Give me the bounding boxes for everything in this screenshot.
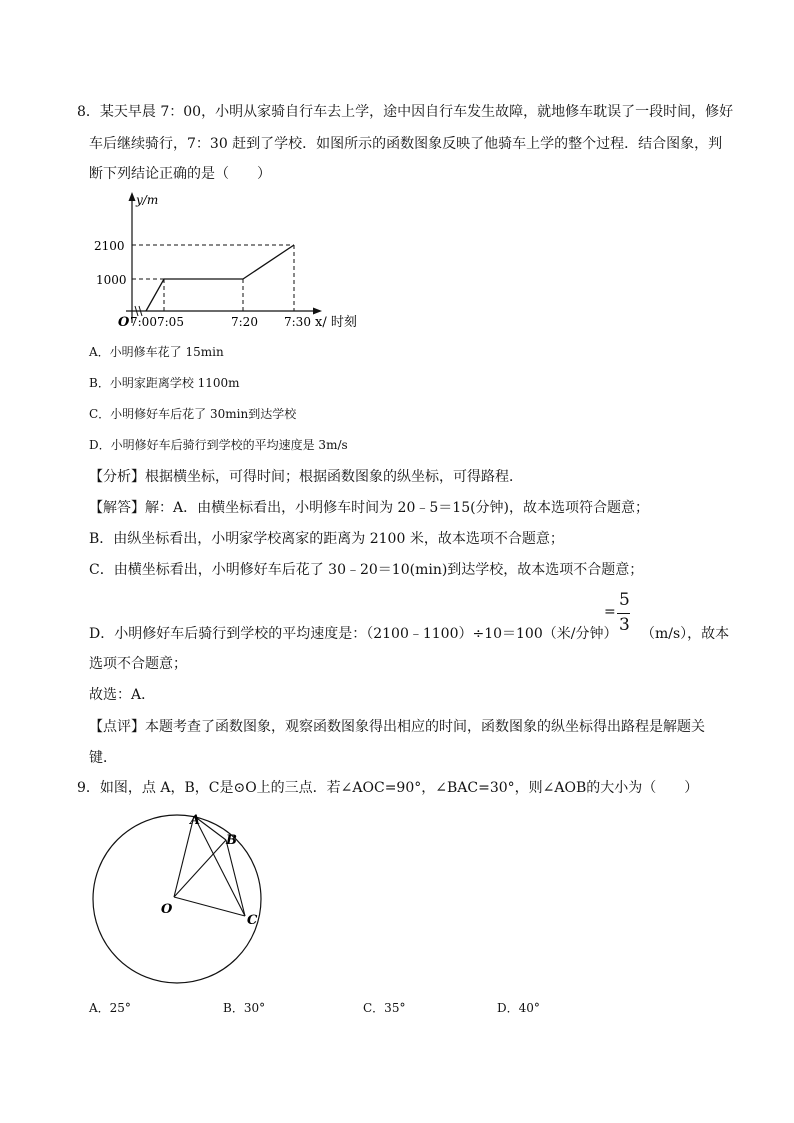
q8-solution-d-part-3: 选项不合题意； <box>89 656 187 672</box>
q8-distance-time-graph <box>90 188 380 334</box>
y-axis-arrow-icon <box>129 192 136 201</box>
q8-stem-line-2: 车后继续骑行，7：30 赶到了学校．如图所示的函数图象反映了他骑车上学的整个过程．结合图象，判 <box>89 136 723 152</box>
q9-option-a: A．25° <box>89 1001 131 1015</box>
q8-analysis: 【分析】根据横坐标，可得时间；根据函数图象的纵坐标，可得路程． <box>89 469 523 485</box>
x-tick-700: 7:00 <box>130 315 157 329</box>
segment-ob <box>174 840 226 897</box>
x-tick-730: 7:30 <box>284 315 311 329</box>
q8-solution-b: B．由纵坐标看出，小明家学校离家的距离为 2100 米，故本选项不合题意； <box>89 531 564 547</box>
x-tick-705: 7:05 <box>157 315 184 329</box>
q9-option-b: B．30° <box>223 1001 266 1015</box>
y-tick-2100: 2100 <box>94 239 125 253</box>
x-axis-label: x/ 时刻 <box>315 315 357 330</box>
q8-comment-line-1: 【点评】本题考查了函数图象，观察函数图象得出相应的时间，函数图象的纵坐标得出路程是解题关 <box>89 719 705 735</box>
fraction-numerator: 5 <box>619 590 630 610</box>
graph-line <box>146 245 294 311</box>
q8-solution-a: 【解答】解：A．由横坐标看出，小明修车时间为 20﹣5＝15(分钟)，故本选项符合题意； <box>89 500 650 516</box>
q9-option-d: D．40° <box>497 1001 540 1015</box>
q8-solution-d-part-1: D．小明修好车后骑行到学校的平均速度是：（2100﹣1100）÷10＝100（米/分钟） <box>89 626 618 642</box>
q8-stem-line-1: 8．某天早晨 7：00，小明从家骑自行车去上学，途中因自行车发生故障，就地修车耽误了一段时间，修好 <box>77 104 734 120</box>
x-tick-720: 7:20 <box>231 315 258 329</box>
point-b-label: B <box>226 833 237 848</box>
point-o-label: O <box>161 902 173 917</box>
q8-option-c: C．小明修好车后花了 30min到达学校 <box>89 407 297 421</box>
q9-stem: 9．如图，点 A，B，C是⊙O上的三点．若∠AOC=90°，∠BAC=30°，则∠AOB的大小为（ ） <box>77 780 699 796</box>
fraction-bar <box>617 613 630 614</box>
segment-oc <box>174 897 245 916</box>
point-a-label: A <box>190 813 201 828</box>
y-axis-label: y/m <box>136 193 159 207</box>
fraction-equals: = <box>604 604 616 620</box>
q8-comment-line-2: 键． <box>89 750 117 766</box>
q8-stem-line-3: 断下列结论正确的是（ ） <box>89 166 271 182</box>
fraction-denominator: 3 <box>619 615 630 635</box>
point-c-label: C <box>247 913 258 928</box>
q8-choice: 故选：A． <box>89 687 156 703</box>
segment-bc <box>226 840 245 916</box>
origin-label: O <box>118 315 130 330</box>
q8-solution-c: C．由横坐标看出，小明修好车后花了 30﹣20＝10(min)到达学校，故本选项不合题意； <box>89 562 644 578</box>
x-axis-arrow-icon <box>313 308 322 315</box>
q8-option-a: A．小明修车花了 15min <box>89 345 224 359</box>
q9-circle-figure <box>90 810 270 990</box>
q9-option-c: C．35° <box>363 1001 406 1015</box>
q8-option-b: B．小明家距离学校 1100m <box>89 376 240 390</box>
segment-oa <box>174 816 194 897</box>
q8-solution-d-part-2: （m/s），故本 <box>641 626 730 642</box>
q8-option-d: D．小明修好车后骑行到学校的平均速度是 3m/s <box>89 438 348 452</box>
y-tick-1000: 1000 <box>96 273 127 287</box>
